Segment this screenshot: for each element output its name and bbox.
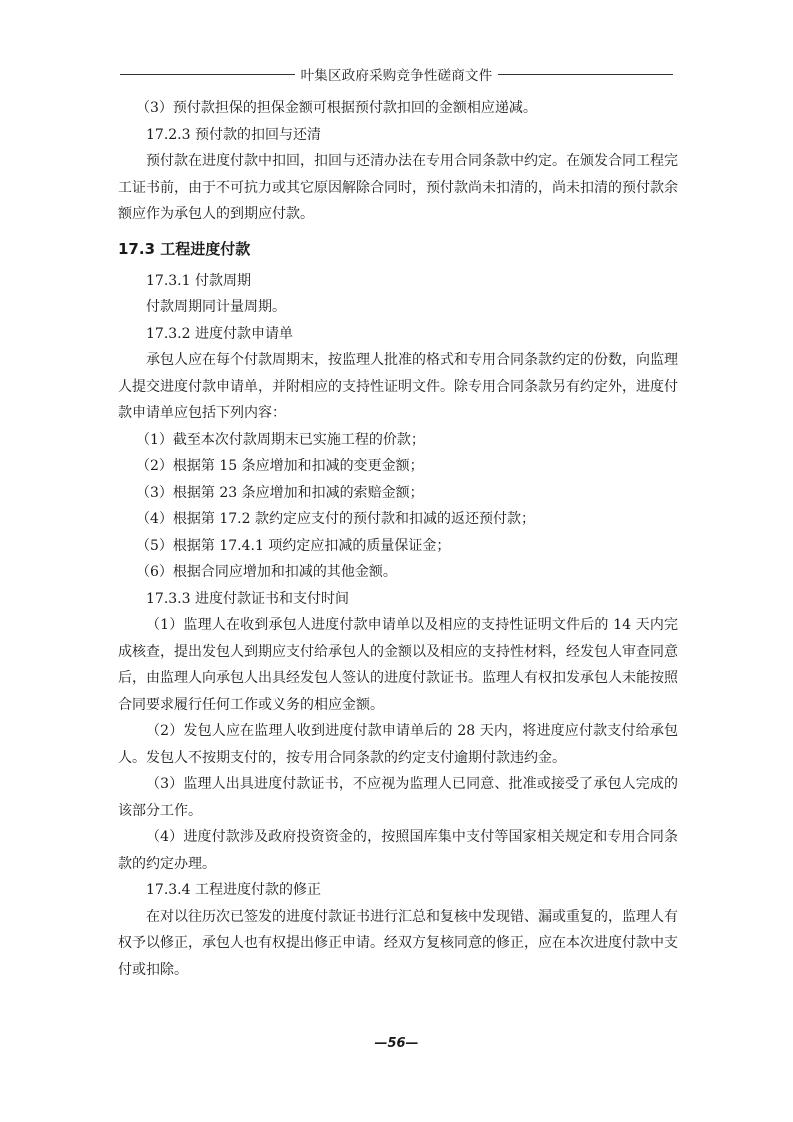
paragraph-payment-application: 承包人应在每个付款周期末，按监理人批准的格式和专用合同条款约定的份数，向监理人提交进度付款申请单，并附相应的支持性证明文件。除专用合同条款另有约定外，进度付款申请单应包括下列内容： bbox=[118, 352, 678, 421]
paragraph-payment-cycle: 付款周期同计量周期。 bbox=[146, 299, 286, 315]
header-rule-right bbox=[498, 74, 673, 75]
list-item: （5）根据第 17.4.1 项约定应扣减的质量保证金； bbox=[136, 537, 451, 554]
subsection-heading-17-2-3: 17.2.3 预付款的扣回与还清 bbox=[146, 126, 321, 143]
paragraph-advance-repayment: 预付款在进度付款中扣回，扣回与还清办法在专用合同条款中约定。在颁发合同工程完工证书前，由于不可抗力或其它原因解除合同时，预付款尚未扣清的，尚未扣清的预付款余额应作为承包人的到期应付款。 bbox=[118, 153, 678, 222]
paragraph-government-funds: （4）进度付款涉及政府投资资金的，按照国库集中支付等国家相关规定和专用合同条款的约定办理。 bbox=[118, 829, 678, 872]
list-item: （6）根据合同应增加和扣减的其他金额。 bbox=[136, 564, 397, 580]
page-body bbox=[118, 95, 678, 983]
subsection-heading-17-3-4: 17.3.4 工程进度付款的修正 bbox=[146, 882, 321, 898]
paragraph-certificate-issuance: （1）监理人在收到承包人进度付款申请单以及相应的支持性证明文件后的 14 天内完成核查，提出发包人到期应支付给承包人的金额以及相应的支持性材料，经发包人审查同意后，由监理人向承包人出具经发包人签认的进度付款证书。监理人有权扣发承包人未能按照合同要求履行任何工作或义务的相应金额。 bbox=[118, 617, 678, 713]
page-header bbox=[120, 64, 673, 84]
list-item: （4）根据第 17.2 款约定应支付的预付款和扣减的返还预付款； bbox=[136, 511, 535, 527]
paragraph-guarantee-decrease: （3）预付款担保的担保金额可根据预付款扣回的金额相应递减。 bbox=[136, 100, 537, 116]
subsection-heading-17-3-2: 17.3.2 进度付款申请单 bbox=[146, 325, 293, 342]
list-item: （3）根据第 23 条应增加和扣减的索赔金额； bbox=[136, 484, 424, 501]
list-item: （1）截至本次付款周期末已实施工程的价款； bbox=[136, 431, 425, 448]
paragraph-certificate-not-approval: （3）监理人出具进度付款证书，不应视为监理人已同意、批准或接受了承包人完成的该部分工作。 bbox=[118, 776, 678, 819]
paragraph-payment-deadline: （2）发包人应在监理人收到进度付款申请单后的 28 天内，将进度应付款支付给承包人。发包人不按期支付的，按专用合同条款的约定支付逾期付款违约金。 bbox=[118, 723, 678, 766]
document-title: 叶集区政府采购竞争性磋商文件 bbox=[300, 68, 493, 84]
header-rule-left bbox=[120, 74, 295, 75]
subsection-heading-17-3-3: 17.3.3 进度付款证书和支付时间 bbox=[146, 590, 349, 607]
paragraph-payment-correction: 在对以往历次已签发的进度付款证书进行汇总和复核中发现错、漏或重复的，监理人有权予以修正，承包人也有权提出修正申请。经双方复核同意的修正，应在本次进度付款中支付或扣除。 bbox=[118, 908, 678, 978]
section-heading-17-3: 17.3 工程进度付款 bbox=[118, 239, 251, 258]
subsection-heading-17-3-1: 17.3.1 付款周期 bbox=[146, 272, 251, 289]
page-number: —56— bbox=[374, 1036, 419, 1051]
list-item: （2）根据第 15 条应增加和扣减的变更金额； bbox=[136, 458, 424, 474]
